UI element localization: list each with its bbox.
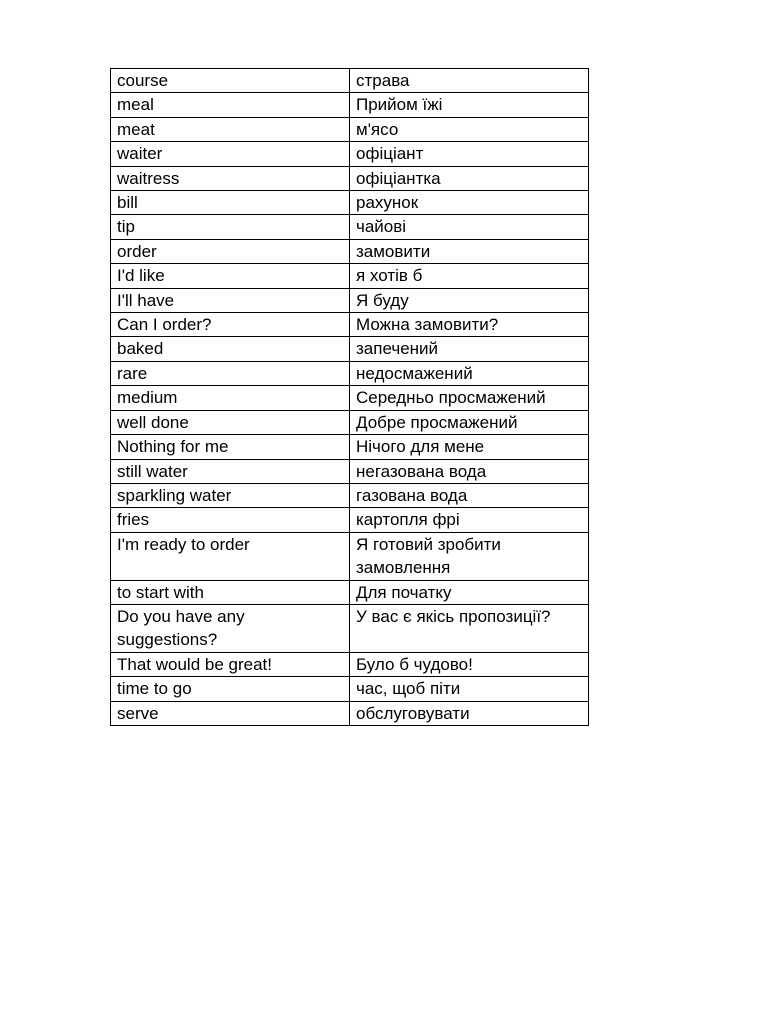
ukrainian-translation-cell: офіціантка	[350, 166, 589, 190]
ukrainian-translation-cell: я хотів б	[350, 264, 589, 288]
table-row	[111, 191, 589, 215]
ukrainian-translation-cell: Добре просмажений	[350, 410, 589, 434]
table-row	[111, 288, 589, 312]
ukrainian-translation-cell: рахунок	[350, 191, 589, 215]
table-row	[111, 580, 589, 604]
table-row	[111, 142, 589, 166]
english-term-cell: rare	[111, 361, 350, 385]
table-row	[111, 69, 589, 93]
english-term-cell: waiter	[111, 142, 350, 166]
ukrainian-translation-cell: Було б чудово!	[350, 652, 589, 676]
english-term-cell: baked	[111, 337, 350, 361]
table-row	[111, 239, 589, 263]
english-term-cell: still water	[111, 459, 350, 483]
english-term-cell: waitress	[111, 166, 350, 190]
english-term-cell: I'm ready to order	[111, 532, 350, 580]
english-term-cell: Nothing for me	[111, 435, 350, 459]
english-term-cell: sparkling water	[111, 483, 350, 507]
ukrainian-translation-cell: Я буду	[350, 288, 589, 312]
english-term-cell: meal	[111, 93, 350, 117]
ukrainian-translation-cell: замовити	[350, 239, 589, 263]
table-row	[111, 361, 589, 385]
vocabulary-table-body	[111, 69, 589, 726]
table-row	[111, 166, 589, 190]
english-term-cell: I'll have	[111, 288, 350, 312]
table-row	[111, 459, 589, 483]
table-row	[111, 508, 589, 532]
english-term-cell: to start with	[111, 580, 350, 604]
table-row	[111, 677, 589, 701]
table-row	[111, 215, 589, 239]
ukrainian-translation-cell: Середньо просмажений	[350, 386, 589, 410]
english-term-cell: I'd like	[111, 264, 350, 288]
ukrainian-translation-cell: Прийом їжі	[350, 93, 589, 117]
english-term-cell: Do you have any suggestions?	[111, 604, 350, 652]
table-row	[111, 386, 589, 410]
ukrainian-translation-cell: У вас є якісь пропозиції?	[350, 604, 589, 652]
english-term-cell: fries	[111, 508, 350, 532]
ukrainian-translation-cell: картопля фрі	[350, 508, 589, 532]
english-term-cell: That would be great!	[111, 652, 350, 676]
english-term-cell: Can I order?	[111, 313, 350, 337]
english-term-cell: order	[111, 239, 350, 263]
table-row	[111, 483, 589, 507]
ukrainian-translation-cell: м'ясо	[350, 117, 589, 141]
english-term-cell: medium	[111, 386, 350, 410]
english-term-cell: well done	[111, 410, 350, 434]
table-row	[111, 532, 589, 580]
vocabulary-table	[110, 68, 589, 726]
ukrainian-translation-cell: чайові	[350, 215, 589, 239]
ukrainian-translation-cell: Я готовий зробити замовлення	[350, 532, 589, 580]
table-row	[111, 701, 589, 725]
ukrainian-translation-cell: недосмажений	[350, 361, 589, 385]
ukrainian-translation-cell: офіціант	[350, 142, 589, 166]
table-row	[111, 313, 589, 337]
table-row	[111, 435, 589, 459]
ukrainian-translation-cell: Нічого для мене	[350, 435, 589, 459]
ukrainian-translation-cell: обслуговувати	[350, 701, 589, 725]
ukrainian-translation-cell: страва	[350, 69, 589, 93]
table-row	[111, 337, 589, 361]
table-row	[111, 410, 589, 434]
ukrainian-translation-cell: газована вода	[350, 483, 589, 507]
table-row	[111, 264, 589, 288]
ukrainian-translation-cell: Можна замовити?	[350, 313, 589, 337]
table-row	[111, 652, 589, 676]
english-term-cell: serve	[111, 701, 350, 725]
ukrainian-translation-cell: негазована вода	[350, 459, 589, 483]
english-term-cell: tip	[111, 215, 350, 239]
english-term-cell: course	[111, 69, 350, 93]
ukrainian-translation-cell: Для початку	[350, 580, 589, 604]
ukrainian-translation-cell: час, щоб піти	[350, 677, 589, 701]
english-term-cell: meat	[111, 117, 350, 141]
table-row	[111, 93, 589, 117]
table-row	[111, 117, 589, 141]
english-term-cell: bill	[111, 191, 350, 215]
table-row	[111, 604, 589, 652]
ukrainian-translation-cell: запечений	[350, 337, 589, 361]
english-term-cell: time to go	[111, 677, 350, 701]
